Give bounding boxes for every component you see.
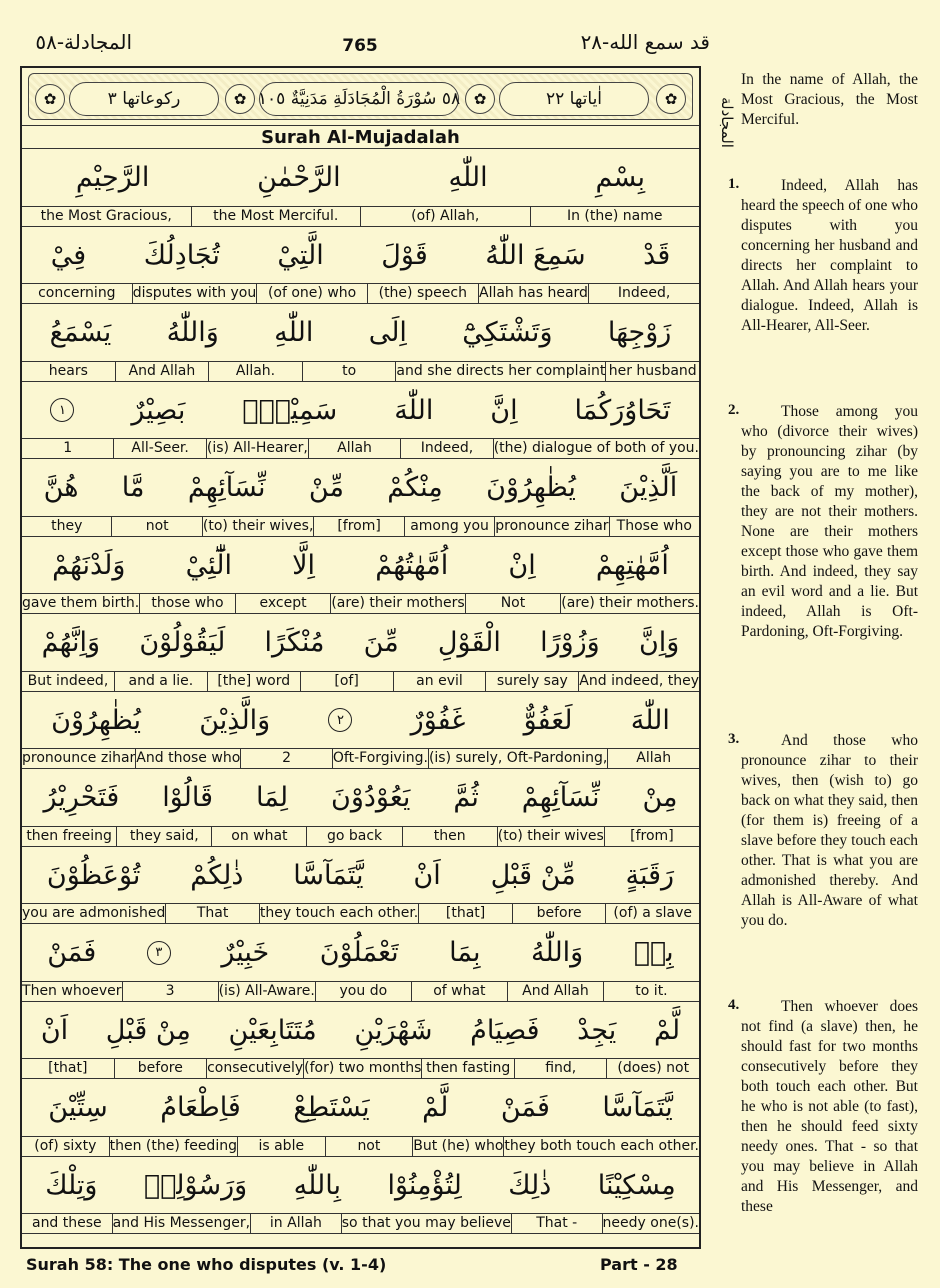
arabic-word: اللّٰهِ <box>274 317 314 348</box>
arabic-word: فَمَنْ <box>500 1092 550 1123</box>
arabic-line <box>22 847 699 904</box>
side-vertical-label: المجادلة <box>718 97 736 148</box>
arabic-word: فِيْ <box>50 239 87 271</box>
arabic-word: يُظٰهِرُوْنَ <box>486 472 576 503</box>
arabic-word: اَنْ <box>40 1014 69 1046</box>
arabic-word: تُوْعَظُوْنَ <box>46 859 141 891</box>
english-gloss-cell: (of one) who <box>256 284 367 303</box>
english-gloss-cell: in Allah <box>250 1214 341 1233</box>
rukus-count: رکوعاتها ٣ <box>69 82 219 116</box>
english-gloss-cell: hears <box>48 362 88 379</box>
english-gloss-cell: Oft-Forgiving. <box>332 750 428 766</box>
word-by-word-grid <box>22 149 699 1234</box>
english-gloss-line <box>22 438 699 458</box>
arabic-word: فَاِطْعَامُ <box>160 1092 241 1123</box>
english-gloss-cell: Allah has heard <box>479 285 588 301</box>
arabic-line <box>22 459 699 516</box>
arabic-word: بِاللّٰهِ <box>293 1169 342 1201</box>
english-gloss-cell: then freeing <box>26 827 112 844</box>
arabic-word: وَزُوْرًا <box>540 627 600 658</box>
english-gloss-cell: they said, <box>116 827 211 846</box>
english-gloss-cell: And Allah <box>115 362 209 381</box>
arabic-word: تَحَاوُرَكُمَا <box>574 394 671 426</box>
english-gloss-line <box>22 1058 699 1078</box>
verse-row <box>22 614 699 692</box>
ornament-icon: ✿ <box>35 84 65 114</box>
arabic-word: نِّسَآئِهِمْ <box>521 782 600 813</box>
english-gloss-cell: (does) not <box>606 1059 699 1078</box>
english-gloss-cell: [from] <box>313 517 403 536</box>
english-gloss-cell: [from] <box>604 827 699 846</box>
english-gloss-cell: and His Messenger, <box>112 1215 251 1231</box>
english-gloss-cell: 2 <box>240 749 332 768</box>
arabic-word: ذٰلِكُمْ <box>190 859 244 891</box>
arabic-word: يَسْتَطِعْ <box>293 1092 370 1123</box>
verse-row <box>22 459 699 537</box>
english-gloss-cell: the Most Gracious, <box>40 207 172 224</box>
arabic-word: اللّٰهَ <box>394 394 434 426</box>
translation-paragraph: And those who pronounce zihar to their wives, then (wish to) go back on what they said, then (for them is) freeing of a slave before they touch each other. That is what you are admonished thereby. And Allah is All-Aware of what you do. <box>741 732 918 929</box>
arabic-word: لَعَفُوٌّ <box>523 704 573 736</box>
english-gloss-cell: then fasting <box>421 1059 514 1078</box>
arabic-word: اَلَّذِيْنَ <box>619 472 678 503</box>
english-gloss-cell: (to) their wives, <box>202 517 314 534</box>
arabic-line <box>22 227 699 284</box>
verse-row <box>22 692 699 770</box>
arabic-word: سِتِّيْنَ <box>48 1092 108 1123</box>
arabic-line <box>22 304 699 361</box>
english-gloss-cell: they touch each other. <box>259 905 419 921</box>
english-gloss-line <box>22 593 699 613</box>
arabic-word: لَيَقُوْلُوْنَ <box>139 627 226 658</box>
english-gloss-line <box>22 748 699 768</box>
arabic-line <box>22 924 699 981</box>
english-gloss-cell: (are) their mothers. <box>561 595 699 611</box>
english-gloss-cell: Allah <box>308 439 400 458</box>
arabic-word: قَوْلَ <box>381 239 428 271</box>
arabic-word: يَعُوْدُوْنَ <box>331 782 411 813</box>
arabic-word: وَاِنَّهُمْ <box>41 627 101 658</box>
english-gloss-cell: Then whoever <box>22 982 122 999</box>
english-gloss-cell: (for) two months <box>304 1060 422 1076</box>
english-gloss-cell: (are) their mothers <box>331 595 465 611</box>
english-gloss-cell: (the) speech <box>367 284 478 303</box>
verse-row <box>22 1157 699 1235</box>
arabic-word: يَّتَمَآسَّا <box>293 859 364 891</box>
arabic-word: قَالُوْا <box>162 782 214 813</box>
arabic-word: وَلَدْنَهُمْ <box>52 549 126 581</box>
arabic-word: الّٰٓئِيْ <box>185 549 232 581</box>
arabic-word: لِمَا <box>255 782 289 813</box>
arabic-word: اَنْ <box>413 859 441 891</box>
arabic-word: بِسْمِ <box>595 162 646 193</box>
english-gloss-cell: those who <box>139 594 235 613</box>
english-gloss-cell: before <box>512 904 606 923</box>
arabic-word: اِنْ <box>508 549 536 581</box>
arabic-word: مِّنْ <box>308 472 344 503</box>
english-gloss-cell: (of) sixty <box>34 1137 97 1154</box>
english-gloss-cell: then <box>402 827 497 846</box>
english-gloss-cell: In (the) name <box>530 207 700 226</box>
arabic-line <box>22 149 699 206</box>
arabic-word: وَرَسُوْلِهٖ <box>143 1169 248 1201</box>
arabic-word: شَهْرَيْنِ <box>354 1014 433 1046</box>
english-gloss-cell: among you <box>404 517 494 536</box>
english-gloss-cell: to it. <box>603 982 699 1001</box>
arabic-word: يَسْمَعُ <box>49 317 112 348</box>
verse-number: 1. <box>728 176 740 192</box>
english-gloss-cell: surely say <box>485 672 578 691</box>
arabic-word: وَاللّٰهُ <box>166 317 219 348</box>
english-gloss-cell: and she directs her complaint <box>396 362 606 379</box>
arabic-word: هُنَّ <box>43 472 79 503</box>
arabic-word: اللّٰهَ <box>630 704 670 736</box>
english-gloss-cell: they <box>51 517 83 534</box>
verse-number: 3. <box>728 731 740 747</box>
english-gloss-cell: gave them birth. <box>21 595 140 611</box>
english-gloss-cell: concerning <box>38 285 116 301</box>
arabic-word: لَّمْ <box>422 1092 449 1123</box>
english-gloss-cell: (is) surely, Oft-Pardoning, <box>428 750 608 766</box>
arabic-word: اِلَى <box>368 317 407 348</box>
arabic-word: ثُمَّ <box>453 782 479 813</box>
english-gloss-cell: Allah. <box>208 362 302 381</box>
english-gloss-cell: That <box>165 904 259 923</box>
english-gloss-line <box>22 981 699 1001</box>
arabic-word: تَعْمَلُوْنَ <box>319 937 399 968</box>
english-gloss-line <box>22 206 699 226</box>
english-gloss-cell: on what <box>211 827 306 846</box>
verse-row <box>22 382 699 460</box>
arabic-word: الرَّحِيْمِ <box>75 162 150 193</box>
english-gloss-cell: Allah <box>607 749 699 768</box>
verse-row <box>22 1002 699 1080</box>
verse-end-marker: ٢ <box>328 708 352 732</box>
english-gloss-cell: needy one(s). <box>602 1215 699 1231</box>
arabic-word: وَالَّذِيْنَ <box>199 704 271 736</box>
english-gloss-line <box>22 903 699 923</box>
arabic-word: غَفُوْرٌ <box>410 704 466 736</box>
ayat-count: اٰیاتها ٢٢ <box>499 82 649 116</box>
arabic-word: يَجِدْ <box>577 1014 617 1046</box>
verse-number: 2. <box>728 402 740 418</box>
arabic-word: لِتُؤْمِنُوْا <box>387 1169 462 1201</box>
english-gloss-cell: so that you may believe <box>341 1215 511 1231</box>
english-gloss-cell: (is) All-Hearer, <box>206 440 308 456</box>
arabic-word: نِّسَآئِهِمْ <box>187 472 266 503</box>
arabic-word: اُمَّهٰتُهُمْ <box>375 549 449 581</box>
english-gloss-line <box>22 1136 699 1156</box>
english-gloss-cell: [that] <box>48 1060 88 1076</box>
english-gloss-cell: to <box>302 362 396 381</box>
arabic-word: بِمَا <box>449 937 481 968</box>
footer-surah-info: Surah 58: The one who disputes (v. 1-4) <box>26 1255 387 1274</box>
english-gloss-cell: consecutively <box>207 1060 304 1076</box>
english-gloss-cell: not <box>325 1137 413 1156</box>
english-gloss-cell: And Allah <box>507 982 603 1001</box>
verse-row <box>22 227 699 305</box>
translation-paragraph: Then whoever does not find (a slave) then, he should fast for two months consecutively before they both touch each other. But he who is not able (to fast), then he should feed sixty needy ones. That - so that you may believe in Allah and His Messenger, and these <box>741 998 918 1215</box>
page-number: 765 <box>342 36 378 56</box>
arabic-word: وَاِنَّ <box>638 627 680 658</box>
arabic-line <box>22 692 699 749</box>
arabic-word: وَاللّٰهُ <box>531 937 584 968</box>
english-gloss-cell: (the) dialogue of both of you. <box>493 440 699 456</box>
arabic-word: تُجَادِلُكَ <box>143 239 220 271</box>
english-gloss-line <box>22 516 699 536</box>
english-gloss-cell: [the] word <box>207 672 300 691</box>
english-gloss-cell: All-Seer. <box>113 439 205 458</box>
english-gloss-cell: find, <box>514 1059 607 1078</box>
english-gloss-cell: But indeed, <box>27 672 109 689</box>
ornament-icon: ✿ <box>656 84 686 114</box>
arabic-word: ذٰلِكَ <box>508 1169 552 1201</box>
arabic-word: مَّا <box>121 472 145 503</box>
arabic-word: اللّٰهِ <box>448 162 488 193</box>
arabic-word: فَصِيَامُ <box>470 1014 540 1046</box>
arabic-word: مِّنَ <box>363 627 399 658</box>
english-gloss-cell: is able <box>237 1137 325 1156</box>
arabic-line <box>22 1157 699 1214</box>
verse-row <box>22 304 699 382</box>
english-gloss-cell: Indeed, <box>400 439 492 458</box>
arabic-line <box>22 382 699 439</box>
english-gloss-cell: then (the) feeding <box>109 1137 237 1154</box>
arabic-line <box>22 1079 699 1136</box>
translation-paragraph: Those among you who (divorce their wives) by pronouncing zihar (by saying you are to me like the back of my mother), they are not their mothers. None are their mothers except those who gave them birth. And indeed, they say an evil word and a lie. But indeed, Allah is Oft-Pardoning, Oft-Forgiving. <box>741 403 918 640</box>
header-right-arabic: قد سمع الله-٢٨ <box>580 30 710 54</box>
english-gloss-cell: Indeed, <box>588 284 699 303</box>
arabic-word: الْقَوْلِ <box>437 627 501 658</box>
english-gloss-cell: and a lie. <box>114 672 207 691</box>
arabic-line <box>22 1002 699 1059</box>
arabic-word: اِلَّا <box>292 549 316 581</box>
english-gloss-cell: not <box>111 517 201 536</box>
english-gloss-cell: you do <box>315 982 411 1001</box>
arabic-word: بَصِيْرٌ <box>131 394 186 426</box>
verse-row <box>22 537 699 615</box>
english-gloss-cell: before <box>114 1059 207 1078</box>
verse-row <box>22 924 699 1002</box>
english-gloss-cell: her husband <box>605 362 699 381</box>
arabic-word: زَوْجِهَا <box>607 317 672 348</box>
arabic-word: اُمَّهٰتِهِمْ <box>595 549 669 581</box>
arabic-word: فَتَحْرِيْرُ <box>43 782 120 813</box>
verse-row <box>22 769 699 847</box>
arabic-line <box>22 537 699 594</box>
arabic-word: وَتَشْتَكِيْٓ <box>462 317 553 348</box>
english-gloss-cell: they both touch each other. <box>504 1137 699 1154</box>
english-gloss-cell: go back <box>306 827 401 846</box>
verse-row <box>22 149 699 227</box>
english-gloss-cell: [that] <box>418 904 512 923</box>
english-gloss-cell: (is) All-Aware. <box>218 982 315 999</box>
english-gloss-cell: pronounce zihar <box>22 750 136 766</box>
translation-paragraph: In the name of Allah, the Most Gracious, the Most Merciful. <box>741 71 918 128</box>
arabic-word: لَّمْ <box>653 1014 681 1046</box>
arabic-word: سَمِيْعٌۢ <box>242 394 338 426</box>
arabic-word: اِنَّ <box>490 394 518 426</box>
english-gloss-cell: (of) a slave <box>605 904 699 923</box>
arabic-word: يُظٰهِرُوْنَ <box>51 704 141 736</box>
arabic-word: الرَّحْمٰنِ <box>257 162 341 193</box>
english-gloss-cell: (of) Allah, <box>360 207 530 226</box>
arabic-word: قَدْ <box>643 239 671 271</box>
english-gloss-cell: And indeed, they <box>579 672 699 689</box>
title-band <box>22 68 699 126</box>
english-gloss-cell: of what <box>411 982 507 1001</box>
arabic-word: مُنْكَرًا <box>264 627 325 658</box>
surah-name: Surah Al-Mujadalah <box>22 127 699 149</box>
english-gloss-cell: 1 <box>63 440 73 456</box>
arabic-word: وَتِلْكَ <box>45 1169 98 1201</box>
english-gloss-cell: That - <box>511 1214 602 1233</box>
verse-row <box>22 847 699 925</box>
arabic-word: مِّنْ قَبْلِ <box>490 859 576 891</box>
translation-paragraph: Indeed, Allah has heard the speech of one who disputes with you concerning her husband and directs her complaint to Allah. And Allah hears your dialogue. Indeed, Allah is All-Hearer, All-Seer. <box>741 177 918 334</box>
english-gloss-line <box>22 671 699 691</box>
verse-number: 4. <box>728 997 740 1013</box>
arabic-word: بِهٖ <box>633 937 674 968</box>
arabic-word: الَّتِيْ <box>277 239 324 271</box>
english-gloss-cell: But (he) who <box>413 1137 504 1154</box>
english-gloss-line <box>22 826 699 846</box>
english-gloss-cell: [of] <box>300 672 393 691</box>
english-gloss-cell: Those who <box>609 517 699 536</box>
surah-title-arabic: ٥٨ سُوْرَةُ الْمُجَادَلَةِ مَدَنِيَّةٌ ١٠٥ <box>259 82 459 116</box>
arabic-word: مُتَتَابِعَيْنِ <box>228 1014 317 1046</box>
footer-part: Part - 28 <box>600 1255 678 1274</box>
verse-row <box>22 1079 699 1157</box>
ornament-icon: ✿ <box>225 84 255 114</box>
english-gloss-line <box>22 1213 699 1233</box>
english-gloss-line <box>22 283 699 303</box>
english-gloss-cell: (to) their wives <box>497 827 604 844</box>
english-gloss-cell: and these <box>31 1215 102 1231</box>
verse-end-marker: ٣ <box>147 941 171 965</box>
english-gloss-cell: Not <box>465 594 561 613</box>
english-gloss-cell: the Most Merciful. <box>191 207 361 226</box>
arabic-word: فَمَنْ <box>47 937 97 968</box>
arabic-word: سَمِعَ اللّٰهُ <box>485 239 586 271</box>
header-left-arabic: المجادلة-٥٨ <box>35 30 132 54</box>
english-gloss-line <box>22 361 699 381</box>
english-gloss-cell: except <box>235 594 331 613</box>
arabic-line <box>22 614 699 671</box>
arabic-word: رَقَبَةٍ <box>625 859 675 891</box>
english-gloss-cell: an evil <box>393 672 486 691</box>
english-gloss-cell: disputes with you <box>132 285 257 301</box>
english-gloss-cell: you are admonished <box>21 905 166 921</box>
arabic-word: مِنْ قَبْلِ <box>105 1014 191 1046</box>
arabic-word: يَّتَمَآسَّا <box>602 1092 673 1123</box>
arabic-word: مِنْكُمْ <box>387 472 443 503</box>
arabic-word: مِنْ <box>642 782 678 813</box>
english-gloss-cell: pronounce zihar <box>495 517 609 534</box>
ornament-icon: ✿ <box>465 84 495 114</box>
english-gloss-cell: 3 <box>122 982 218 1001</box>
verse-end-marker: ١ <box>50 398 74 422</box>
arabic-line <box>22 769 699 826</box>
arabic-word: خَبِيْرٌ <box>221 937 270 968</box>
arabic-word: مِسْكِيْنًا <box>597 1169 676 1201</box>
english-gloss-cell: And those who <box>136 750 241 766</box>
